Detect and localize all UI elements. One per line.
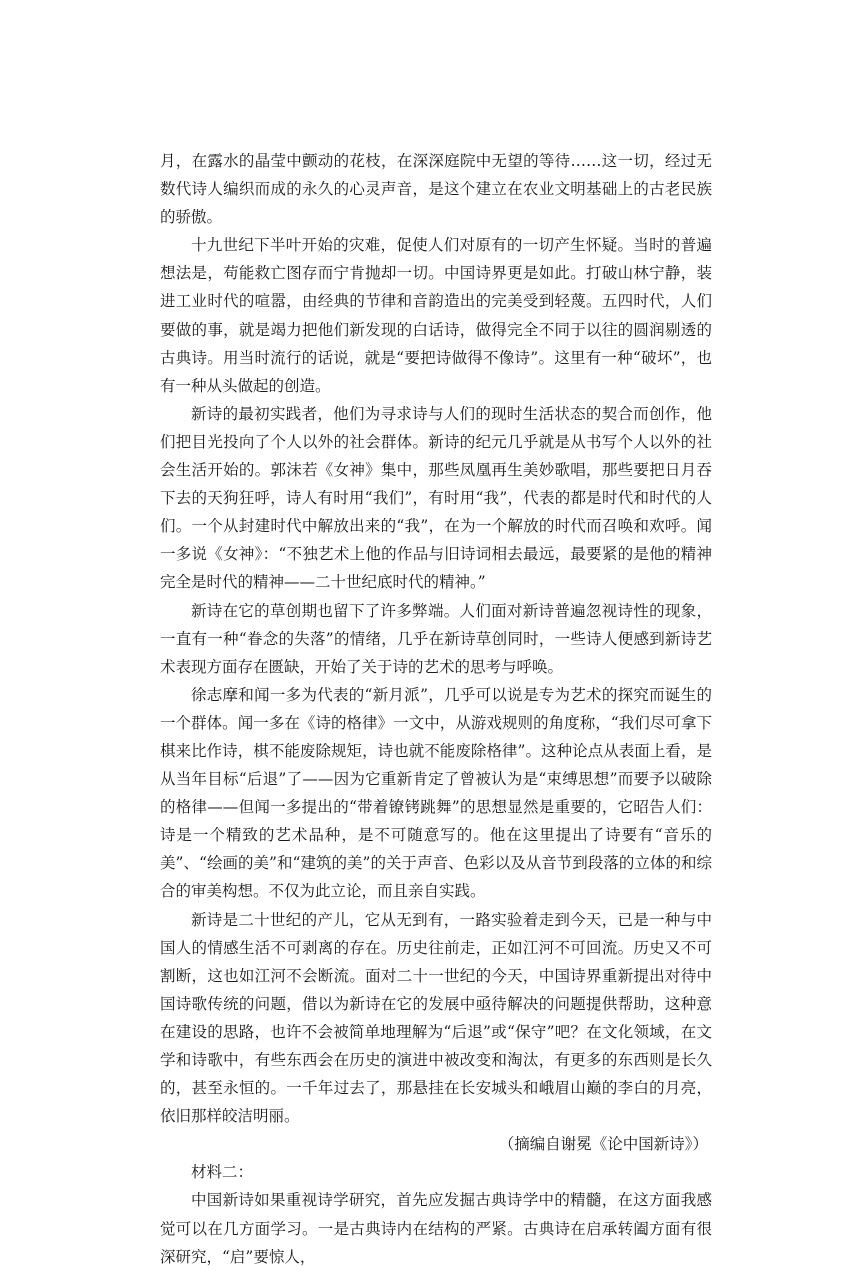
paragraph-crescent-school: 徐志摩和闻一多为代表的“新月派”，几乎可以说是专为艺术的探究而诞生的一个群体。闻一多在《诗的格律》一文中，从游戏规则的角度称，“我们尽可拿下棋来比作诗，棋不能废除规矩，诗也就不能废除格律”。这种论点从表面上看，是从当年目标“后退”了——因为它重新肯定了曾被认为是“束缚思想”而要予以破除的格律——但闻一多提出的“带着镣铐跳舞”的思想显然是重要的，它昭告人们：诗是一个精致的艺术品种，是不可随意写的。他在这里提出了诗要有“音乐的美”、“绘画的美”和“建筑的美”的关于声音、色彩以及从音节到段落的立体的和综合的审美构想。不仅为此立论，而且亲自实践。 <box>160 685 712 901</box>
paragraph-continuation: 月，在露水的晶莹中颤动的花枝，在深深庭院中无望的等待……这一切，经过无数代诗人编织而成的永久的心灵声音，是这个建立在农业文明基础上的古老民族的骄傲。 <box>160 152 712 227</box>
source-citation: （摘编自谢冕《论中国新诗》） <box>498 1135 708 1154</box>
paragraph-material-two: 中国新诗如果重视诗学研究，首先应发掘古典诗学中的精髓，在这方面我感觉可以在几方面学习。一是古典诗内在结构的严紧。古典诗在启承转阖方面有很深研究，“启”要惊人， <box>160 1191 712 1266</box>
paragraph-19th-century: 十九世纪下半叶开始的灾难，促使人们对原有的一切产生怀疑。当时的普遍想法是，苟能救亡图存而宁肯抛却一切。中国诗界更是如此。打破山林宁静，装进工业时代的喧嚣，由经典的节律和音韵造出的完美受到轻蔑。五四时代，人们要做的事，就是竭力把他们新发现的白话诗，做得完全不同于以往的圆润剔透的古典诗。用当时流行的话说，就是“要把诗做得不像诗”。这里有一种“破坏”，也有一种从头做起的创造。 <box>160 236 712 395</box>
paragraph-20th-century: 新诗是二十世纪的产儿，它从无到有，一路实验着走到今天，已是一种与中国人的情感生活不可剥离的存在。历史往前走，正如江河不可回流。历史又不可割断，这也如江河不会断流。面对二十一世纪的今天，中国诗界重新提出对待中国诗歌传统的问题，借以为新诗在它的发展中亟待解决的问题提供帮助，这种意在建设的思路，也许不会被简单地理解为“后退”或“保守”吧？在文化领域，在文学和诗歌中，有些东西会在历史的演进中被改变和淘汰，有更多的东西则是长久的，甚至永恒的。一千年过去了，那悬挂在长安城头和峨眉山巅的李白的月亮，依旧那样皎洁明丽。 <box>160 910 712 1126</box>
paragraph-early-practitioners: 新诗的最初实践者，他们为寻求诗与人们的现时生活状态的契合而创作，他们把目光投向了个人以外的社会群体。新诗的纪元几乎就是从书写个人以外的社会生活开始的。郭沫若《女神》集中，那些凤凰再生美妙歌唱，那些要把日月吞下去的天狗狂呼，诗人有时用“我们”，有时用“我”，代表的都是时代和时代的人们。一个从封建时代中解放出来的“我”，在为一个解放的时代而召唤和欢呼。闻一多说《女神》：“不独艺术上他的作品与旧诗词相去最远，最要紧的是他的精神完全是时代的精神——二十世纪底时代的精神。” <box>160 404 712 592</box>
paragraph-drawbacks: 新诗在它的草创期也留下了许多弊端。人们面对新诗普遍忽视诗性的现象，一直有一种“眷念的失落”的情绪，几乎在新诗草创同时，一些诗人便感到新诗艺术表现方面存在匮缺，开始了关于诗的艺术的思考与呼唤。 <box>160 601 712 676</box>
material-label: 材料二： <box>191 1163 254 1182</box>
document-body <box>160 147 712 1271</box>
